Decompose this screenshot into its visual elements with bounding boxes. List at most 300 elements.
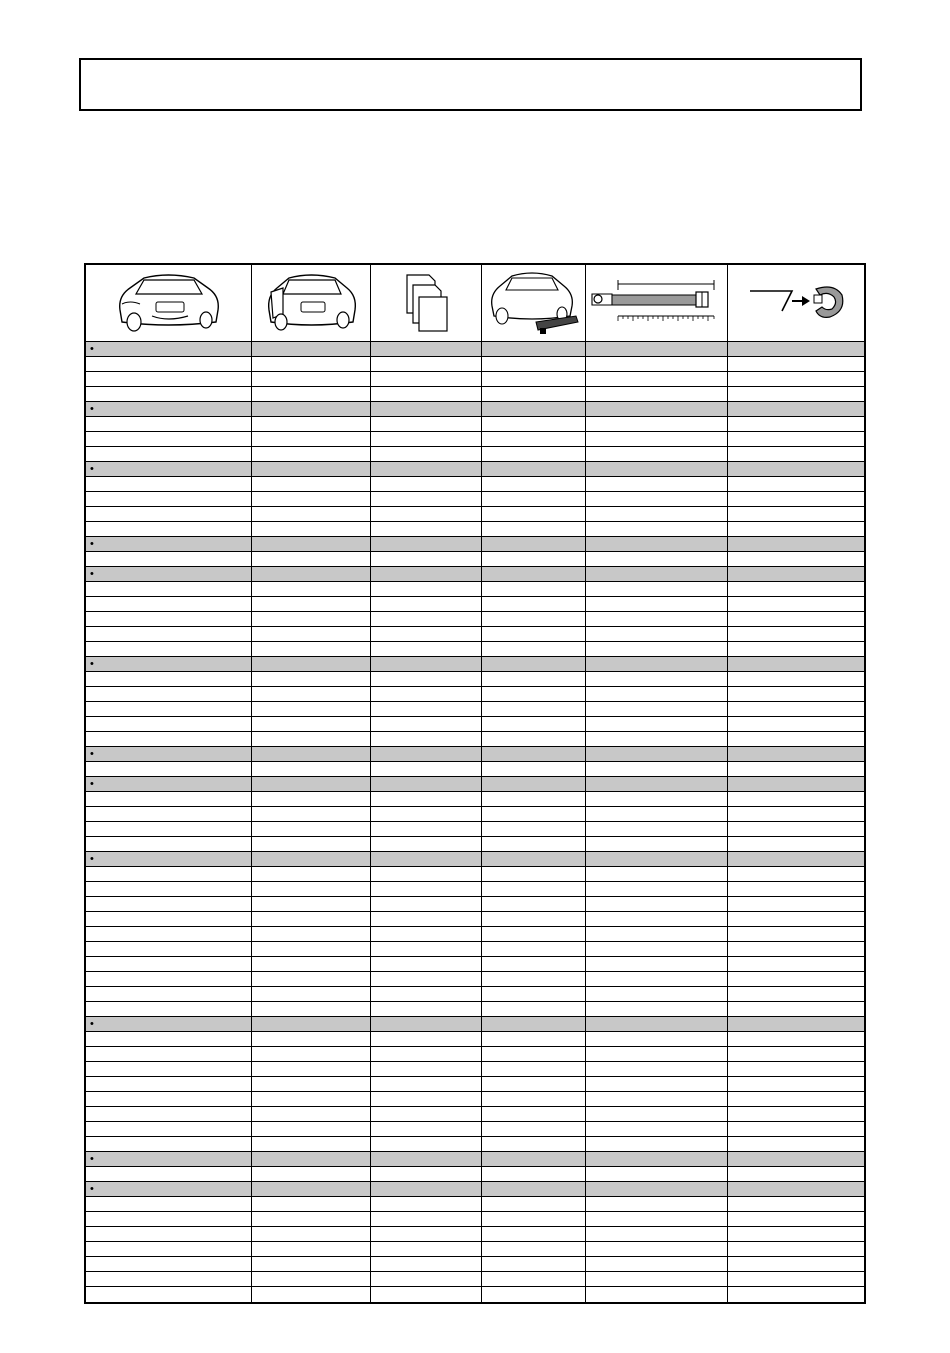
table-cell bbox=[86, 432, 252, 446]
table-cell bbox=[586, 747, 729, 761]
table-cell bbox=[482, 597, 586, 611]
table-cell bbox=[86, 852, 252, 866]
table-row bbox=[86, 1032, 864, 1047]
table-cell bbox=[371, 732, 482, 746]
table-row bbox=[86, 912, 864, 927]
table-row bbox=[86, 477, 864, 492]
table-cell bbox=[371, 1167, 482, 1181]
table-cell bbox=[371, 612, 482, 626]
table-cell bbox=[86, 987, 252, 1001]
table-cell bbox=[482, 642, 586, 656]
table-row bbox=[86, 417, 864, 432]
table-cell bbox=[371, 432, 482, 446]
table-cell bbox=[371, 657, 482, 671]
table-cell bbox=[586, 1152, 729, 1166]
table-row bbox=[86, 1062, 864, 1077]
table-cell bbox=[728, 1182, 864, 1196]
table-cell bbox=[371, 957, 482, 971]
table-cell bbox=[728, 1122, 864, 1136]
table-cell bbox=[371, 342, 482, 356]
table-cell bbox=[371, 1092, 482, 1106]
table-cell bbox=[586, 1077, 729, 1091]
table-cell bbox=[728, 957, 864, 971]
table-cell bbox=[252, 912, 372, 926]
table-cell bbox=[728, 867, 864, 881]
table-cell bbox=[371, 567, 482, 581]
table-cell bbox=[482, 717, 586, 731]
table-cell bbox=[728, 342, 864, 356]
table-cell bbox=[482, 1242, 586, 1256]
table-cell bbox=[728, 1092, 864, 1106]
table-cell bbox=[586, 822, 729, 836]
table-cell bbox=[371, 762, 482, 776]
table-cell bbox=[86, 1152, 252, 1166]
table-cell bbox=[371, 747, 482, 761]
table-cell bbox=[728, 762, 864, 776]
table-cell bbox=[728, 1062, 864, 1076]
table-cell bbox=[252, 447, 372, 461]
table-cell bbox=[371, 792, 482, 806]
table-cell bbox=[482, 1017, 586, 1031]
table-cell bbox=[86, 1107, 252, 1121]
table-row bbox=[86, 1257, 864, 1272]
table-cell bbox=[371, 492, 482, 506]
table-cell bbox=[252, 1212, 372, 1226]
bullet-icon: • bbox=[90, 343, 94, 355]
table-cell bbox=[482, 1227, 586, 1241]
table-cell bbox=[371, 867, 482, 881]
column-header-documents bbox=[371, 265, 482, 341]
table-cell bbox=[371, 642, 482, 656]
table-cell bbox=[86, 567, 252, 581]
table-cell bbox=[586, 717, 729, 731]
table-cell bbox=[586, 492, 729, 506]
table-cell bbox=[252, 1122, 372, 1136]
table-cell bbox=[252, 1182, 372, 1196]
table-cell bbox=[86, 1002, 252, 1016]
table-cell bbox=[252, 882, 372, 896]
table-cell bbox=[586, 942, 729, 956]
table-cell bbox=[482, 522, 586, 536]
table-cell bbox=[252, 432, 372, 446]
table-cell bbox=[728, 1287, 864, 1302]
table-cell bbox=[252, 1167, 372, 1181]
table-cell bbox=[482, 672, 586, 686]
table-cell bbox=[728, 1197, 864, 1211]
table-cell bbox=[252, 417, 372, 431]
table-cell bbox=[586, 537, 729, 551]
table-cell bbox=[86, 897, 252, 911]
table-cell bbox=[86, 372, 252, 386]
table-cell bbox=[86, 357, 252, 371]
table-row bbox=[86, 717, 864, 732]
table-cell bbox=[728, 552, 864, 566]
table-cell bbox=[86, 462, 252, 476]
table-cell bbox=[482, 882, 586, 896]
table-header bbox=[86, 265, 864, 342]
table-cell bbox=[482, 612, 586, 626]
bullet-icon: • bbox=[90, 403, 94, 415]
column-header-car-open-tailgate bbox=[252, 265, 372, 341]
table-cell bbox=[482, 1152, 586, 1166]
table-cell bbox=[252, 1242, 372, 1256]
table-cell bbox=[586, 852, 729, 866]
table-cell bbox=[728, 882, 864, 896]
table-cell bbox=[371, 1287, 482, 1302]
table-cell bbox=[252, 987, 372, 1001]
table-cell bbox=[371, 912, 482, 926]
table-cell bbox=[371, 582, 482, 596]
table-cell bbox=[86, 942, 252, 956]
table-cell bbox=[482, 897, 586, 911]
table-cell bbox=[252, 462, 372, 476]
table-cell bbox=[728, 642, 864, 656]
table-cell bbox=[371, 507, 482, 521]
table-cell bbox=[728, 777, 864, 791]
table-cell bbox=[586, 612, 729, 626]
table-cell bbox=[586, 732, 729, 746]
table-cell bbox=[252, 1062, 372, 1076]
table-cell bbox=[586, 1032, 729, 1046]
table-cell bbox=[371, 627, 482, 641]
table-cell bbox=[728, 492, 864, 506]
table-cell bbox=[586, 987, 729, 1001]
table-cell bbox=[728, 507, 864, 521]
table-cell bbox=[371, 807, 482, 821]
table-cell bbox=[371, 372, 482, 386]
table-cell bbox=[252, 687, 372, 701]
table-cell bbox=[482, 342, 586, 356]
table-cell bbox=[252, 1227, 372, 1241]
table-cell bbox=[728, 447, 864, 461]
table-cell bbox=[482, 942, 586, 956]
table-cell bbox=[252, 477, 372, 491]
table-cell bbox=[252, 672, 372, 686]
table-cell bbox=[482, 957, 586, 971]
table-cell bbox=[728, 837, 864, 851]
table-row bbox=[86, 972, 864, 987]
table-row bbox=[86, 942, 864, 957]
table-row bbox=[86, 732, 864, 747]
table-cell bbox=[728, 717, 864, 731]
table-row bbox=[86, 522, 864, 537]
table-cell bbox=[586, 1137, 729, 1151]
table-cell bbox=[252, 1047, 372, 1061]
table-cell bbox=[371, 1002, 482, 1016]
table-row bbox=[86, 1092, 864, 1107]
table-cell bbox=[728, 897, 864, 911]
table-cell bbox=[728, 582, 864, 596]
table-row bbox=[86, 1287, 864, 1302]
table-cell bbox=[371, 897, 482, 911]
table-row bbox=[86, 372, 864, 387]
table-cell bbox=[371, 1047, 482, 1061]
table-cell bbox=[586, 1287, 729, 1302]
table-cell bbox=[482, 1107, 586, 1121]
table-cell bbox=[371, 1272, 482, 1286]
table-cell bbox=[371, 1257, 482, 1271]
table-cell bbox=[252, 372, 372, 386]
table-row bbox=[86, 1047, 864, 1062]
table-cell bbox=[86, 597, 252, 611]
table-cell bbox=[371, 597, 482, 611]
table-row bbox=[86, 957, 864, 972]
table-cell bbox=[86, 1062, 252, 1076]
table-cell bbox=[586, 1272, 729, 1286]
table-cell bbox=[371, 942, 482, 956]
table-cell bbox=[86, 807, 252, 821]
table-row bbox=[86, 1077, 864, 1092]
table-cell bbox=[252, 657, 372, 671]
table-row bbox=[86, 1272, 864, 1287]
table-row bbox=[86, 387, 864, 402]
table-row bbox=[86, 1122, 864, 1137]
table-cell bbox=[86, 882, 252, 896]
table-cell bbox=[728, 702, 864, 716]
table-cell bbox=[586, 1197, 729, 1211]
table-cell bbox=[728, 522, 864, 536]
table-cell bbox=[586, 567, 729, 581]
table-cell bbox=[252, 402, 372, 416]
table-cell bbox=[482, 837, 586, 851]
table-cell bbox=[586, 582, 729, 596]
table-cell bbox=[586, 882, 729, 896]
table-cell bbox=[252, 507, 372, 521]
table-cell bbox=[371, 1017, 482, 1031]
table-cell bbox=[728, 627, 864, 641]
table-cell bbox=[482, 747, 586, 761]
table-cell bbox=[86, 1032, 252, 1046]
table-cell bbox=[586, 792, 729, 806]
table-cell bbox=[371, 1197, 482, 1211]
bullet-icon: • bbox=[90, 463, 94, 475]
table-row bbox=[86, 357, 864, 372]
table-cell bbox=[371, 1137, 482, 1151]
table-cell bbox=[482, 402, 586, 416]
table-cell bbox=[86, 387, 252, 401]
table-cell bbox=[86, 402, 252, 416]
table-cell bbox=[86, 1272, 252, 1286]
table-cell bbox=[86, 342, 252, 356]
table-cell bbox=[252, 567, 372, 581]
table-cell bbox=[371, 1212, 482, 1226]
table-cell bbox=[586, 672, 729, 686]
table-cell bbox=[728, 417, 864, 431]
table-row bbox=[86, 1167, 864, 1182]
table-cell bbox=[86, 1167, 252, 1181]
table-row bbox=[86, 792, 864, 807]
section-header-row bbox=[86, 777, 864, 792]
table-cell bbox=[371, 537, 482, 551]
section-header-row bbox=[86, 1182, 864, 1197]
bullet-icon: • bbox=[90, 538, 94, 550]
table-cell bbox=[482, 1257, 586, 1271]
table-cell bbox=[728, 1152, 864, 1166]
table-cell bbox=[482, 777, 586, 791]
table-cell bbox=[86, 1137, 252, 1151]
table-cell bbox=[728, 927, 864, 941]
table-cell bbox=[482, 1032, 586, 1046]
table-cell bbox=[728, 537, 864, 551]
bullet-icon: • bbox=[90, 568, 94, 580]
table-cell bbox=[252, 1257, 372, 1271]
table-cell bbox=[86, 747, 252, 761]
table-cell bbox=[586, 387, 729, 401]
table-cell bbox=[728, 1227, 864, 1241]
table-cell bbox=[86, 552, 252, 566]
table-cell bbox=[371, 852, 482, 866]
table-cell bbox=[728, 972, 864, 986]
table-cell bbox=[728, 942, 864, 956]
table-cell bbox=[482, 852, 586, 866]
table-cell bbox=[86, 1242, 252, 1256]
table-cell bbox=[252, 897, 372, 911]
car-with-bike-rack-icon bbox=[486, 270, 580, 336]
table-row bbox=[86, 927, 864, 942]
table-cell bbox=[482, 1092, 586, 1106]
allen-key-clip-icon bbox=[746, 281, 846, 325]
table-cell bbox=[482, 1212, 586, 1226]
table-cell bbox=[586, 1182, 729, 1196]
bullet-icon: • bbox=[90, 748, 94, 760]
table-cell bbox=[586, 597, 729, 611]
car-open-tailgate-icon bbox=[261, 270, 361, 336]
table-cell bbox=[482, 657, 586, 671]
table-cell bbox=[252, 1017, 372, 1031]
table-cell bbox=[371, 822, 482, 836]
fitment-table bbox=[84, 263, 866, 1304]
section-header-row bbox=[86, 1017, 864, 1032]
table-cell bbox=[86, 762, 252, 776]
table-cell bbox=[482, 462, 586, 476]
table-cell bbox=[371, 717, 482, 731]
table-cell bbox=[586, 777, 729, 791]
table-cell bbox=[482, 387, 586, 401]
table-cell bbox=[86, 717, 252, 731]
table-cell bbox=[252, 342, 372, 356]
table-cell bbox=[482, 1047, 586, 1061]
table-cell bbox=[252, 957, 372, 971]
table-cell bbox=[252, 702, 372, 716]
table-cell bbox=[371, 1152, 482, 1166]
table-cell bbox=[86, 822, 252, 836]
section-header-row bbox=[86, 1152, 864, 1167]
table-cell bbox=[586, 507, 729, 521]
table-cell bbox=[586, 477, 729, 491]
table-cell bbox=[86, 1287, 252, 1302]
table-cell bbox=[482, 1062, 586, 1076]
table-cell bbox=[86, 522, 252, 536]
table-cell bbox=[86, 1017, 252, 1031]
table-cell bbox=[371, 1077, 482, 1091]
table-cell bbox=[371, 687, 482, 701]
table-cell bbox=[728, 1257, 864, 1271]
table-cell bbox=[728, 1167, 864, 1181]
table-cell bbox=[728, 402, 864, 416]
table-cell bbox=[728, 1242, 864, 1256]
table-row bbox=[86, 672, 864, 687]
table-cell bbox=[482, 417, 586, 431]
table-cell bbox=[728, 822, 864, 836]
table-cell bbox=[252, 807, 372, 821]
table-cell bbox=[482, 732, 586, 746]
table-cell bbox=[252, 552, 372, 566]
table-cell bbox=[86, 867, 252, 881]
table-cell bbox=[86, 507, 252, 521]
table-cell bbox=[86, 957, 252, 971]
table-cell bbox=[586, 462, 729, 476]
table-row bbox=[86, 582, 864, 597]
table-row bbox=[86, 1107, 864, 1122]
table-cell bbox=[86, 537, 252, 551]
table-cell bbox=[252, 1077, 372, 1091]
table-row bbox=[86, 1227, 864, 1242]
table-cell bbox=[728, 432, 864, 446]
table-row bbox=[86, 822, 864, 837]
table-cell bbox=[86, 1092, 252, 1106]
table-cell bbox=[252, 582, 372, 596]
table-cell bbox=[482, 1197, 586, 1211]
section-header-row bbox=[86, 747, 864, 762]
table-row bbox=[86, 807, 864, 822]
table-cell bbox=[728, 1107, 864, 1121]
table-cell bbox=[728, 672, 864, 686]
column-header-car-rear bbox=[86, 265, 252, 341]
table-cell bbox=[371, 1062, 482, 1076]
table-cell bbox=[482, 1182, 586, 1196]
section-header-row bbox=[86, 537, 864, 552]
table-row bbox=[86, 762, 864, 777]
table-cell bbox=[482, 447, 586, 461]
table-row bbox=[86, 897, 864, 912]
table-row bbox=[86, 552, 864, 567]
table-cell bbox=[252, 1287, 372, 1302]
table-cell bbox=[728, 597, 864, 611]
table-cell bbox=[371, 972, 482, 986]
table-cell bbox=[482, 1287, 586, 1302]
table-cell bbox=[252, 492, 372, 506]
table-cell bbox=[586, 1047, 729, 1061]
table-cell bbox=[371, 387, 482, 401]
table-cell bbox=[371, 357, 482, 371]
table-cell bbox=[728, 1017, 864, 1031]
title-box bbox=[79, 58, 862, 111]
section-header-row bbox=[86, 852, 864, 867]
table-row bbox=[86, 882, 864, 897]
table-cell bbox=[586, 1212, 729, 1226]
table-cell bbox=[482, 792, 586, 806]
table-cell bbox=[586, 1002, 729, 1016]
table-cell bbox=[371, 777, 482, 791]
page-title bbox=[81, 60, 860, 88]
table-cell bbox=[728, 567, 864, 581]
table-row bbox=[86, 507, 864, 522]
table-cell bbox=[371, 1242, 482, 1256]
table-cell bbox=[728, 987, 864, 1001]
table-cell bbox=[728, 1032, 864, 1046]
table-cell bbox=[252, 852, 372, 866]
column-header-allen-key-clip bbox=[728, 265, 864, 341]
bullet-icon: • bbox=[90, 1183, 94, 1195]
table-cell bbox=[482, 627, 586, 641]
table-row bbox=[86, 597, 864, 612]
table-cell bbox=[586, 1227, 729, 1241]
table-cell bbox=[371, 1122, 482, 1136]
table-cell bbox=[252, 1197, 372, 1211]
table-cell bbox=[586, 867, 729, 881]
column-header-strap-length bbox=[586, 265, 729, 341]
table-cell bbox=[252, 597, 372, 611]
